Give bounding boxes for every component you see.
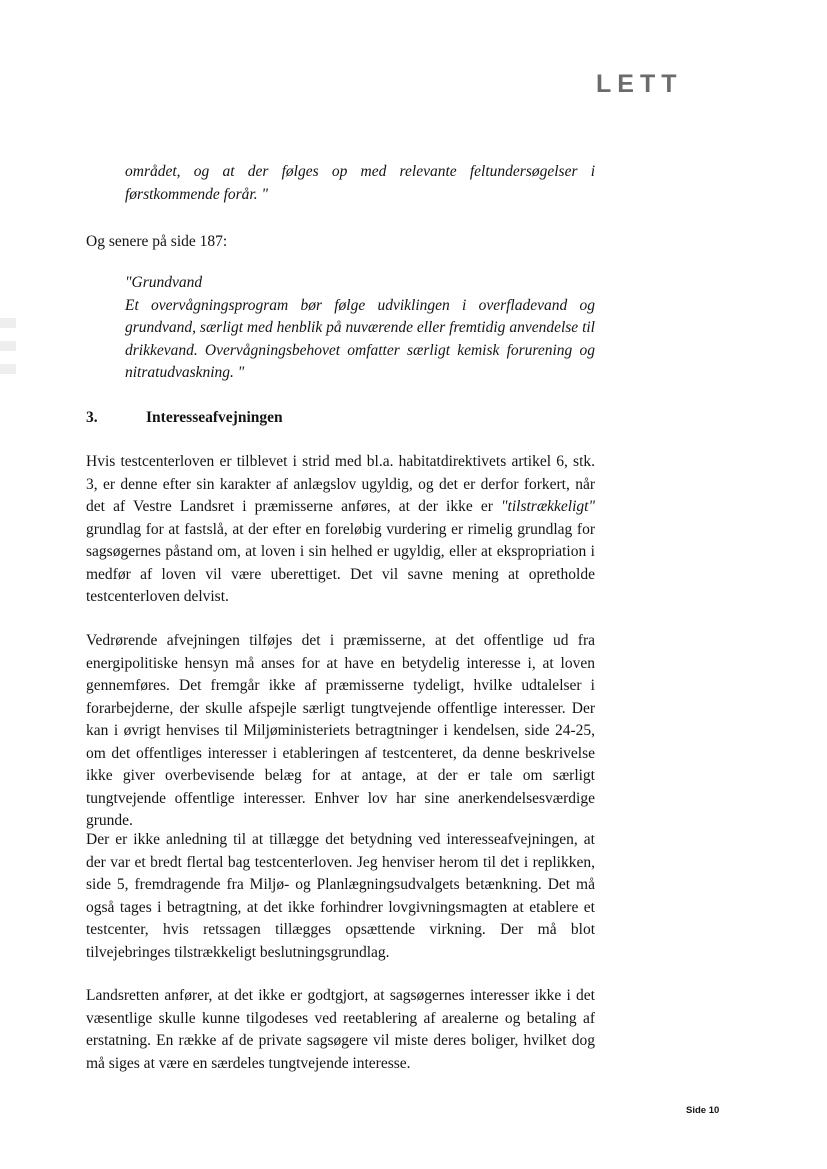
scan-edge-mark [0, 364, 16, 374]
paragraph-1 [86, 451, 595, 609]
paragraph-1-text-cont: grundlag for at fastslå, at der efter en foreløbig vurdering er rimelig grundlag for sagsøgernes påstand om, at loven i sin helhed er ugyldig, eller at ekspropriation i medfør af loven vil være uberettiget. Det vil savne mening at opretholde testcenterloven delvist. [86, 520, 595, 605]
company-logo: LETT [596, 70, 683, 98]
intro-line: Og senere på side 187: [86, 233, 228, 250]
quote-title: "Grundvand [125, 274, 203, 291]
scan-edge-mark [0, 318, 16, 328]
paragraph-2: Vedrørende afvejningen tilføjes det i præmisserne, at det offentlige ud fra energipolitiske hensyn må anses for at have en betydelig interesse i, at loven gennemføres. Det fremgår ikke af præmisserne tydeligt, hvilke udtalelser i forarbejderne, der skulle afspejle særligt tungtvejende offentlige interesser. Der kan i øvrigt henvises til Miljøministeriets betragtninger i kendelsen, side 24-25, om det offentliges interesser i etableringen af testcenteret, da denne beskrivelse ikke giver overbevisende belæg for at antage, at der er tale om særligt tungtvejende offentlige interesser. Enhver lov har sine anerkendelsesværdige grunde. [86, 632, 595, 829]
page-number: Side 10 [686, 1105, 720, 1116]
quote-block [125, 272, 595, 385]
section-number: 3. [86, 409, 98, 426]
paragraph-1-emphasis: "tilstrækkeligt" [501, 498, 595, 515]
paragraph-4: Landsretten anfører, at det ikke er godtgjort, at sagsøgernes interesser ikke i det væsentlige skulle kunne tilgodeses ved reetablering af arealerne og betaling af erstatning. En række af de private sagsøgere vil miste deres boliger, hvilket dog må siges at være en særdeles tungtvejende interesse. [86, 987, 595, 1072]
section-heading [86, 407, 595, 429]
quote-continuation: området, og at der følges op med relevante feltundersøgelser i førstkommende forår. " [125, 163, 595, 203]
scan-edge-mark [0, 341, 16, 351]
section-title: Interesseafvejningen [146, 409, 283, 426]
paragraph-1-text: Hvis testcenterloven er tilblevet i strid med bl.a. habitatdirektivets artikel 6, stk. 3, er denne efter sin karakter af anlægslov ugyldig, og det er derfor forkert, når det af Vestre Landsret i præmisserne anføres, at der ikke er [86, 453, 595, 515]
paragraph-3: Der er ikke anledning til at tillægge det betydning ved interesseafvejningen, at der var et bredt flertal bag testcenterloven. Jeg henviser herom til det i replikken, side 5, fremdragende fra Miljø- og Planlægningsudvalgets betænkning. Det må også tages i betragtning, at det ikke forhindrer lovgivningsmagten at etablere et testcenter, hvis retssagen tillægges opsættende virkning. Der må blot tilvejebringes tilstrækkeligt beslutningsgrundlag. [86, 831, 595, 961]
quote-body: Et overvågningsprogram bør følge udviklingen i overfladevand og grundvand, særligt med henblik på nuværende eller fremtidig anvendelse til drikkevand. Overvågningsbehovet omfatter særligt kemisk forurening og nitratudvaskning. " [125, 296, 595, 381]
